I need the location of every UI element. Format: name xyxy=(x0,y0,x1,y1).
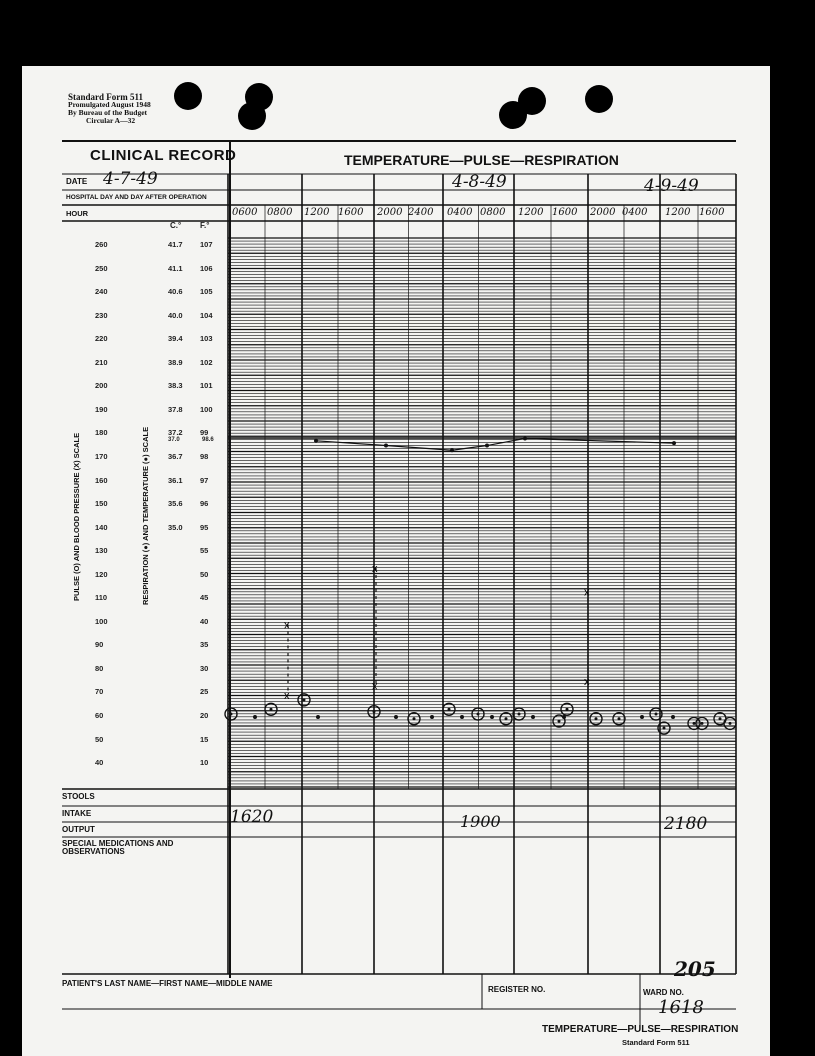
normal-temp-c: 37.0 xyxy=(168,437,180,443)
date-value: 4-8-49 xyxy=(452,172,507,192)
scale-tick-f: 106 xyxy=(200,263,213,273)
stamp-line: By Bureau of the Budget xyxy=(68,108,148,117)
respiration-point xyxy=(430,715,434,719)
scale-tick-c: 35.0 xyxy=(168,522,183,532)
pulse-point-center xyxy=(595,717,598,720)
scale-tick-f: 95 xyxy=(200,522,209,532)
scale-tick-f: 10 xyxy=(200,758,209,768)
hour-value: 1200 xyxy=(518,207,544,218)
scale-tick-f: 25 xyxy=(200,687,209,697)
scale-tick-f: 100 xyxy=(200,404,213,414)
scale-tick-pulse: 250 xyxy=(95,263,108,273)
pulse-point-center xyxy=(505,717,508,720)
scale-tick-c: 40.6 xyxy=(168,287,183,297)
scale-tick-pulse: 160 xyxy=(95,475,108,485)
respiration-point xyxy=(531,715,535,719)
scale-tick-f: 45 xyxy=(200,593,209,603)
hour-value: 2000 xyxy=(377,207,403,218)
respiration-point xyxy=(562,715,566,719)
stamp-line: Circular A—32 xyxy=(86,116,136,125)
output-label: OUTPUT xyxy=(62,825,95,834)
hour-value: 1600 xyxy=(699,207,725,218)
hour-value: 0800 xyxy=(480,207,506,218)
hour-value: 0800 xyxy=(267,207,293,218)
hour-value: 1200 xyxy=(304,207,330,218)
pulse-point-center xyxy=(663,727,666,730)
scale-tick-c: 37.8 xyxy=(168,404,183,414)
temperature-point xyxy=(672,441,676,445)
register-no-label: REGISTER NO. xyxy=(488,985,546,994)
pulse-point-center xyxy=(518,713,521,716)
scale-tick-f: 98 xyxy=(200,451,209,461)
scale-tick-f: 35 xyxy=(200,640,209,650)
intake-value: 1900 xyxy=(460,812,501,831)
resp-axis-label: RESPIRATION (●) AND TEMPERATURE (●) SCALE xyxy=(141,426,150,605)
respiration-point xyxy=(394,715,398,719)
pulse-point-center xyxy=(477,713,480,716)
scale-tick-f: 107 xyxy=(200,240,213,249)
scale-tick-f: 20 xyxy=(200,711,209,720)
ward-number-value: 1618 xyxy=(658,997,704,1018)
blood-pressure-marker: x xyxy=(284,619,290,632)
date-value: 4-9-49 xyxy=(644,176,699,196)
pulse-point-center xyxy=(729,722,732,725)
stamp-line: Promulgated August 1948 xyxy=(68,100,151,109)
scale-tick-pulse: 260 xyxy=(95,240,108,249)
footer-form-name: Standard Form 511 xyxy=(622,1038,690,1047)
pulse-point-center xyxy=(558,720,561,723)
hour-value: 0400 xyxy=(447,207,473,218)
respiration-point xyxy=(671,715,675,719)
blood-pressure-marker: x xyxy=(584,586,590,599)
intake-label: INTAKE xyxy=(62,809,92,818)
scale-tick-f: 105 xyxy=(200,287,213,297)
scale-tick-f: 102 xyxy=(200,357,213,367)
fahrenheit-header: F.° xyxy=(200,221,210,230)
scale-tick-f: 15 xyxy=(200,734,209,744)
pulse-point-center xyxy=(701,722,704,725)
scale-tick-pulse: 170 xyxy=(95,451,108,461)
scale-tick-c: 36.7 xyxy=(168,451,183,461)
blood-pressure-marker: x xyxy=(284,690,290,703)
scale-tick-c: 38.9 xyxy=(168,357,183,367)
pulse-point-center xyxy=(373,710,376,713)
blood-pressure-marker: x xyxy=(372,680,378,693)
scale-tick-pulse: 150 xyxy=(95,499,108,509)
hospital-day-label: HOSPITAL DAY AND DAY AFTER OPERATION xyxy=(66,194,207,201)
scale-tick-pulse: 130 xyxy=(95,546,108,556)
pulse-point-center xyxy=(270,708,273,711)
scale-tick-pulse: 50 xyxy=(95,734,104,744)
scale-tick-pulse: 80 xyxy=(95,663,104,673)
intake-value: 2180 xyxy=(664,814,708,834)
respiration-point xyxy=(253,715,257,719)
scale-tick-pulse: 140 xyxy=(95,522,108,532)
pulse-point-center xyxy=(413,717,416,720)
scale-tick-pulse: 120 xyxy=(95,569,108,579)
temperature-point xyxy=(523,436,527,440)
respiration-point xyxy=(460,715,464,719)
scale-tick-f: 40 xyxy=(200,616,209,626)
footer-title: TEMPERATURE—PULSE—RESPIRATION xyxy=(542,1024,739,1035)
hour-value: 0600 xyxy=(232,207,258,218)
scale-tick-c: 36.1 xyxy=(168,475,183,485)
pulse-point-center xyxy=(566,708,569,711)
respiration-point xyxy=(640,715,644,719)
stools-label: STOOLS xyxy=(62,792,95,801)
scale-tick-c: 35.6 xyxy=(168,499,183,509)
patient-name-label: PATIENT'S LAST NAME—FIRST NAME—MIDDLE NAME xyxy=(62,979,273,988)
hour-value: 2400 xyxy=(408,207,434,218)
ward-no-label: WARD NO. xyxy=(643,988,684,997)
scale-tick-c: 40.0 xyxy=(168,310,183,320)
pulse-point-center xyxy=(230,713,233,716)
pulse-axis-label: PULSE (O) AND BLOOD PRESSURE (X) SCALE xyxy=(72,432,81,601)
date-label: DATE xyxy=(66,177,88,186)
scale-tick-f: 55 xyxy=(200,546,209,556)
hour-value: 0400 xyxy=(622,207,648,218)
scale-tick-pulse: 190 xyxy=(95,404,108,414)
special-medications-label: SPECIAL MEDICATIONS AND xyxy=(62,839,174,848)
scale-tick-f: 97 xyxy=(200,475,209,485)
pulse-point-center xyxy=(618,717,621,720)
scale-tick-f: 30 xyxy=(200,663,209,673)
clinical-record-title: CLINICAL RECORD xyxy=(90,147,237,164)
scale-tick-c: 41.1 xyxy=(168,263,183,273)
scale-tick-f: 99 xyxy=(200,428,209,438)
form-page xyxy=(22,66,770,1056)
blood-pressure-marker: x xyxy=(584,676,590,689)
temperature-point xyxy=(485,444,489,448)
observations-label: OBSERVATIONS xyxy=(62,847,125,856)
date-value: 4-7-49 xyxy=(103,169,158,189)
scale-tick-f: 104 xyxy=(200,310,213,320)
temperature-point xyxy=(450,448,454,452)
pulse-point-center xyxy=(655,713,658,716)
scale-tick-pulse: 230 xyxy=(95,310,108,320)
scale-tick-c: 41.7 xyxy=(168,240,183,249)
pulse-point-center xyxy=(693,722,696,725)
pulse-point-center xyxy=(448,708,451,711)
scale-tick-pulse: 200 xyxy=(95,381,108,391)
scale-tick-pulse: 90 xyxy=(95,640,104,650)
scale-tick-pulse: 210 xyxy=(95,357,108,367)
scale-tick-c: 38.3 xyxy=(168,381,183,391)
pulse-point-center xyxy=(303,698,306,701)
intake-value: 1620 xyxy=(230,807,274,827)
scale-tick-pulse: 60 xyxy=(95,711,104,720)
pulse-point-center xyxy=(719,717,722,720)
normal-temp-f: 98.6 xyxy=(202,437,214,443)
temperature-point xyxy=(384,444,388,448)
page-number-value: 205 xyxy=(674,957,716,981)
scale-tick-c: 37.2 xyxy=(168,428,183,438)
tpr-title: TEMPERATURE—PULSE—RESPIRATION xyxy=(344,152,619,168)
scale-tick-pulse: 40 xyxy=(95,758,104,768)
scale-tick-pulse: 220 xyxy=(95,334,108,344)
scale-tick-pulse: 110 xyxy=(95,593,108,603)
scale-tick-f: 50 xyxy=(200,569,209,579)
scale-tick-f: 96 xyxy=(200,499,209,509)
respiration-point xyxy=(316,715,320,719)
scale-tick-c: 39.4 xyxy=(168,334,183,344)
hour-value: 1600 xyxy=(552,207,578,218)
hour-value: 1600 xyxy=(338,207,364,218)
hour-value: 1200 xyxy=(665,207,691,218)
stamp-line: Standard Form 511 xyxy=(68,92,144,102)
respiration-point xyxy=(490,715,494,719)
scale-tick-pulse: 70 xyxy=(95,687,104,697)
scale-tick-f: 101 xyxy=(200,381,213,391)
scale-tick-f: 103 xyxy=(200,334,213,344)
celsius-header: C.° xyxy=(170,221,182,230)
hour-value: 2000 xyxy=(590,207,616,218)
scale-tick-pulse: 100 xyxy=(95,616,108,626)
temperature-point xyxy=(314,439,318,443)
hour-label: HOUR xyxy=(66,209,89,218)
scale-tick-pulse: 180 xyxy=(95,428,108,438)
blood-pressure-marker: x xyxy=(372,562,378,575)
scale-tick-pulse: 240 xyxy=(95,287,108,297)
